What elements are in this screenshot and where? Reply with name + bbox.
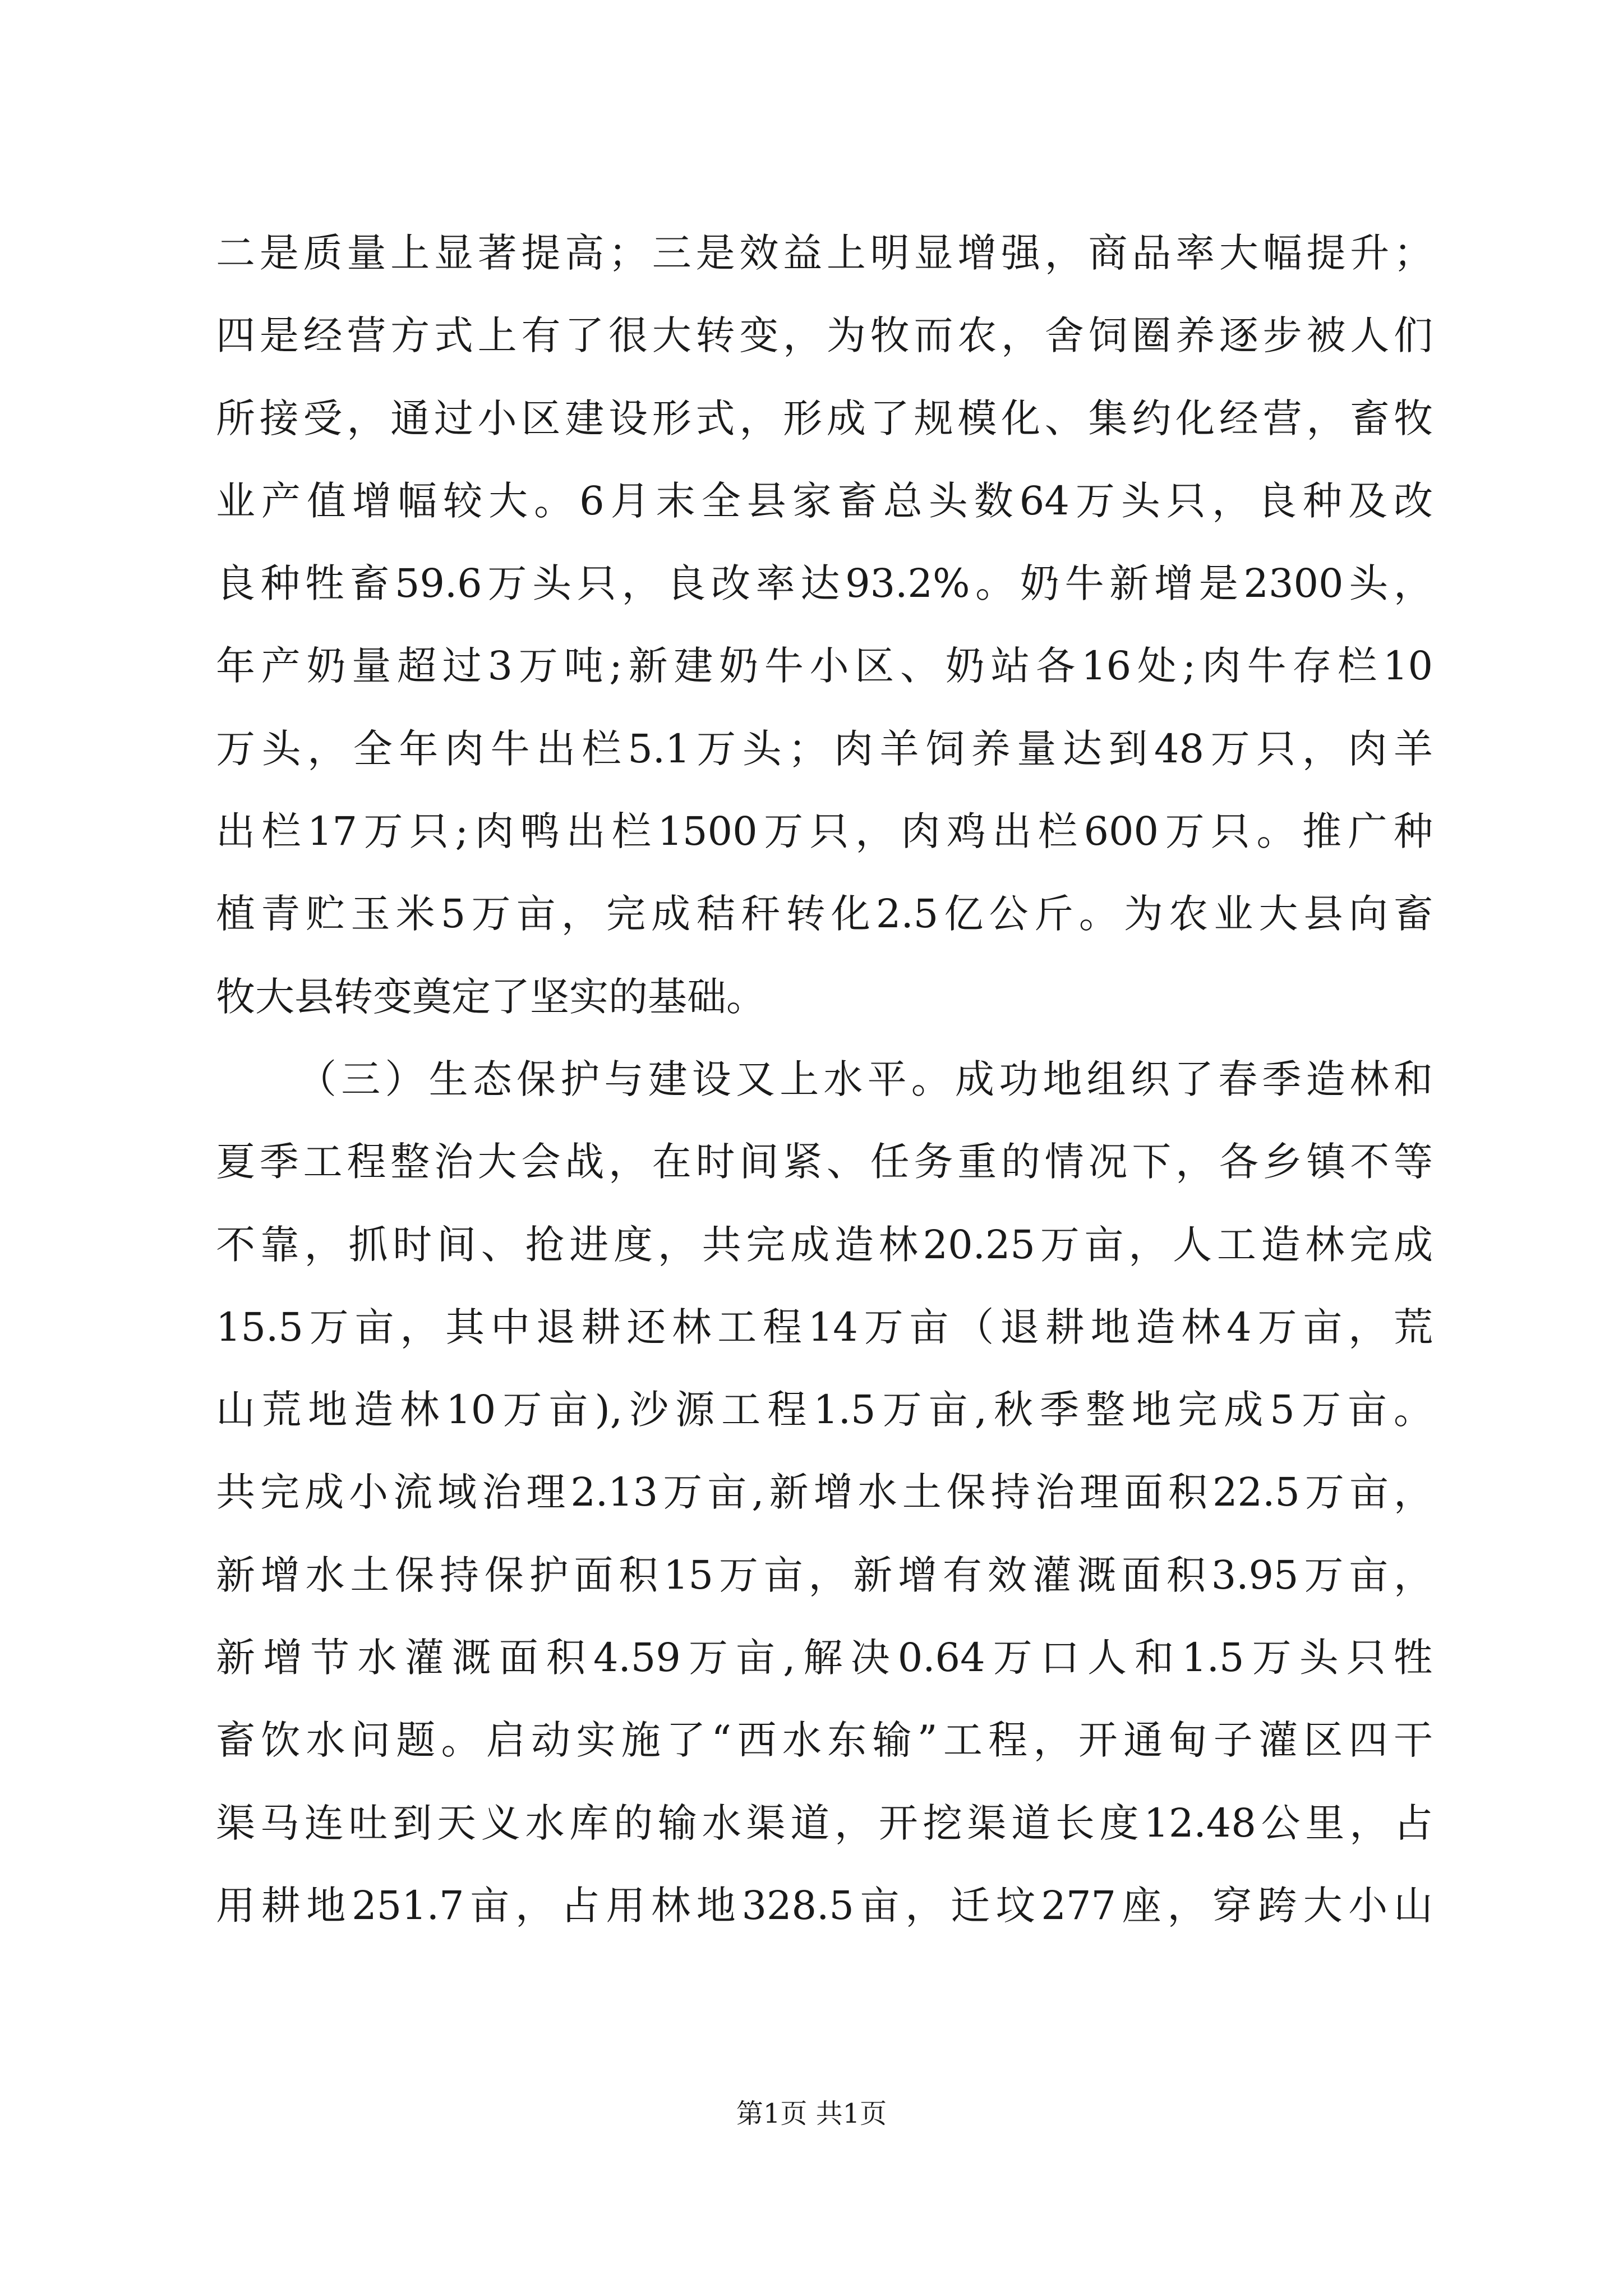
page-footer: 第1页 共1页 xyxy=(736,2098,887,2129)
text-line: 四是经营方式上有了很大转变，为牧而农，舍饲圈养逐步被人们 xyxy=(216,312,1433,359)
body-text xyxy=(216,212,1433,1947)
text-line: 不靠，抓时间、抢进度，共完成造林20.25万亩，人工造林完成 xyxy=(216,1221,1433,1268)
text-line: 植青贮玉米5万亩，完成秸秆转化2.5亿公斤。为农业大县向畜 xyxy=(216,891,1433,937)
text-line: 年产奶量超过3万吨;新建奶牛小区、奶站各16处;肉牛存栏10 xyxy=(216,643,1433,689)
text-line: 出栏17万只;肉鸭出栏1500万只，肉鸡出栏600万只。推广种 xyxy=(216,808,1433,855)
text-line: 新增节水灌溉面积4.59万亩,解决0.64万口人和1.5万头只牲 xyxy=(216,1635,1433,1681)
paragraph-end-line: 牧大县转变奠定了坚实的基础。 xyxy=(216,973,766,1020)
text-line: 所接受，通过小区建设形式，形成了规模化、集约化经营，畜牧 xyxy=(216,395,1433,441)
text-line: 渠马连吐到天义水库的输水渠道，开挖渠道长度12.48公里，占 xyxy=(216,1800,1433,1846)
text-line: 新增水土保持保护面积15万亩，新增有效灌溉面积3.95万亩， xyxy=(216,1552,1433,1598)
text-line: 良种牲畜59.6万头只，良改率达93.2%。奶牛新增是2300头， xyxy=(216,560,1433,607)
text-line: 用耕地251.7亩，占用林地328.5亩，迁坟277座，穿跨大小山 xyxy=(216,1882,1433,1929)
text-line: 山荒地造林10万亩),沙源工程1.5万亩,秋季整地完成5万亩。 xyxy=(216,1387,1433,1433)
text-line: 15.5万亩，其中退耕还林工程14万亩（退耕地造林4万亩，荒 xyxy=(216,1304,1433,1350)
text-line: 共完成小流域治理2.13万亩,新增水土保持治理面积22.5万亩， xyxy=(216,1469,1433,1516)
text-line: 万头，全年肉牛出栏5.1万头；肉羊饲养量达到48万只，肉羊 xyxy=(216,725,1433,772)
text-line: 二是质量上显著提高；三是效益上明显增强，商品率大幅提升； xyxy=(216,230,1433,276)
section-heading-line: （三）生态保护与建设又上水平。成功地组织了春季造林和 xyxy=(297,1056,1433,1102)
text-line: 夏季工程整治大会战，在时间紧、任务重的情况下，各乡镇不等 xyxy=(216,1139,1433,1185)
text-line: 畜饮水问题。启动实施了“西水东输”工程，开通甸子灌区四干 xyxy=(216,1717,1433,1764)
text-line: 业产值增幅较大。6月末全县家畜总头数64万头只，良种及改 xyxy=(216,477,1433,524)
